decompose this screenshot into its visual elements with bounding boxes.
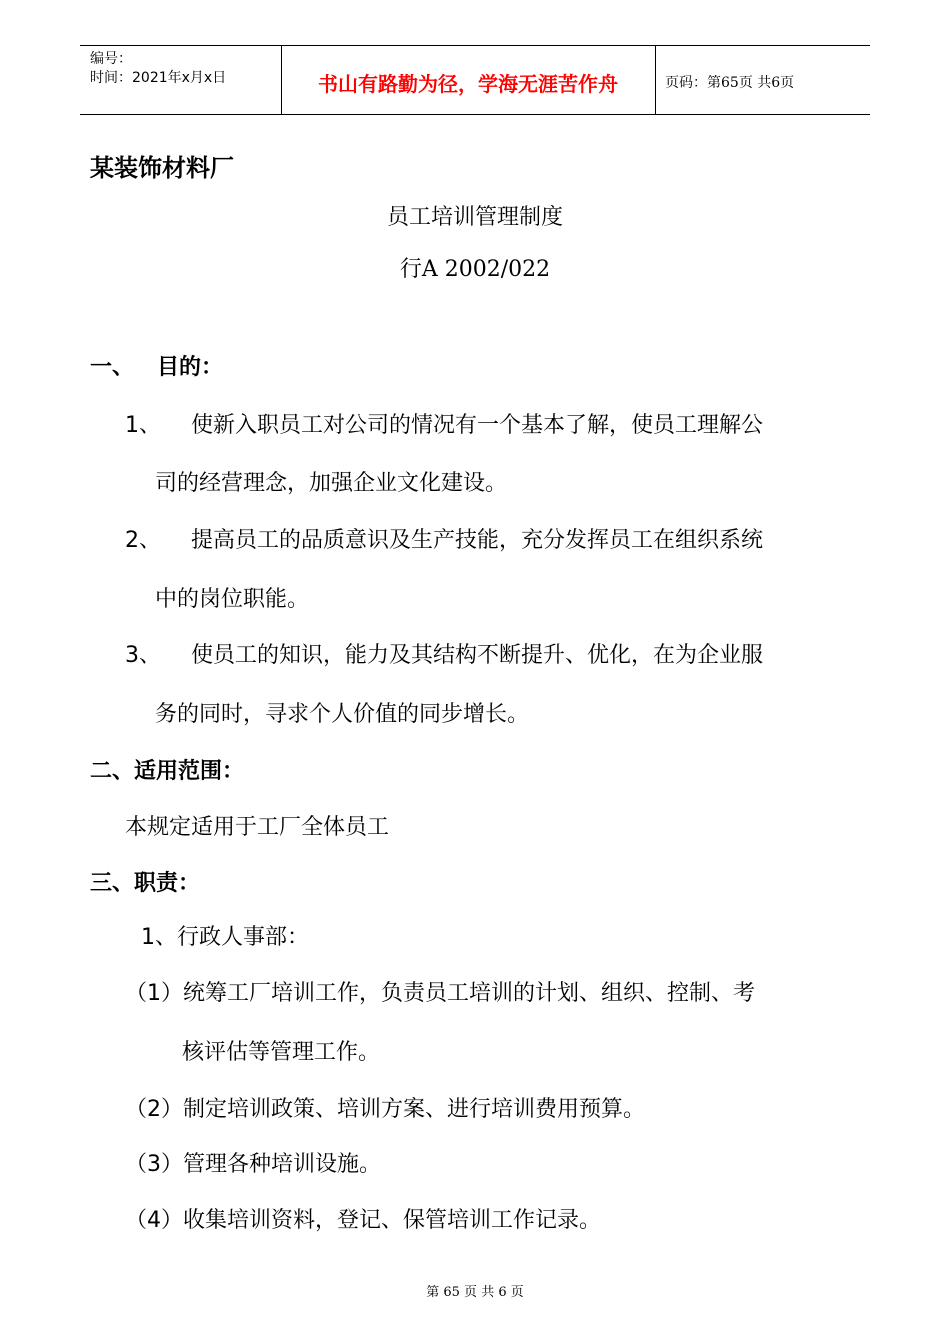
duty-item-text: （1）统筹工厂培训工作，负责员工培训的计划、组织、控制、考 xyxy=(125,981,755,1006)
header-meta xyxy=(90,50,226,88)
page-footer: 第 65 页 共 6 页 xyxy=(426,1285,524,1300)
list-item-text: 使员工的知识，能力及其结构不断提升、优化，在为企业服 xyxy=(191,643,764,668)
duty-item-text: 核评估等管理工作。 xyxy=(182,1040,381,1065)
duty-item-text: （3）管理各种培训设施。 xyxy=(125,1152,381,1177)
number-label: 编号： xyxy=(90,51,132,67)
list-item-text: 司的经营理念，加强企业文化建设。 xyxy=(155,471,508,496)
scope-text: 本规定适用于工厂全体员工 xyxy=(125,815,390,840)
header-divider xyxy=(655,46,656,114)
page-header xyxy=(80,45,870,115)
list-item-number: 2、 xyxy=(125,528,161,553)
header-motto: 书山有路勤为径，学海无涯苦作舟 xyxy=(318,72,618,96)
list-item-number: 1、 xyxy=(125,413,161,438)
duties-sub-heading: 1、行政人事部： xyxy=(141,925,309,950)
section-heading-duties: 三、职责： xyxy=(90,871,201,896)
duty-item-text: （4）收集培训资料，登记、保管培训工作记录。 xyxy=(125,1208,601,1233)
list-item-number: 3、 xyxy=(125,643,161,668)
time-label: 时间：2021年x月x日 xyxy=(90,70,227,86)
section-heading-purpose: 一、 目的： xyxy=(90,355,223,380)
list-item-text: 中的岗位职能。 xyxy=(155,587,310,612)
document-title: 员工培训管理制度 xyxy=(386,205,563,230)
document-code: 行A 2002/022 xyxy=(399,257,551,282)
list-item-text: 使新入职员工对公司的情况有一个基本了解，使员工理解公 xyxy=(191,413,764,438)
duty-item-text: （2）制定培训政策、培训方案、进行培训费用预算。 xyxy=(125,1097,645,1122)
header-page-info: 页码：第65页 共6页 xyxy=(665,75,795,91)
section-heading-scope: 二、适用范围： xyxy=(90,759,245,784)
list-item-text: 务的同时，寻求个人价值的同步增长。 xyxy=(155,702,530,727)
company-name: 某装饰材料厂 xyxy=(90,154,234,182)
list-item-text: 提高员工的品质意识及生产技能，充分发挥员工在组织系统 xyxy=(191,528,764,553)
